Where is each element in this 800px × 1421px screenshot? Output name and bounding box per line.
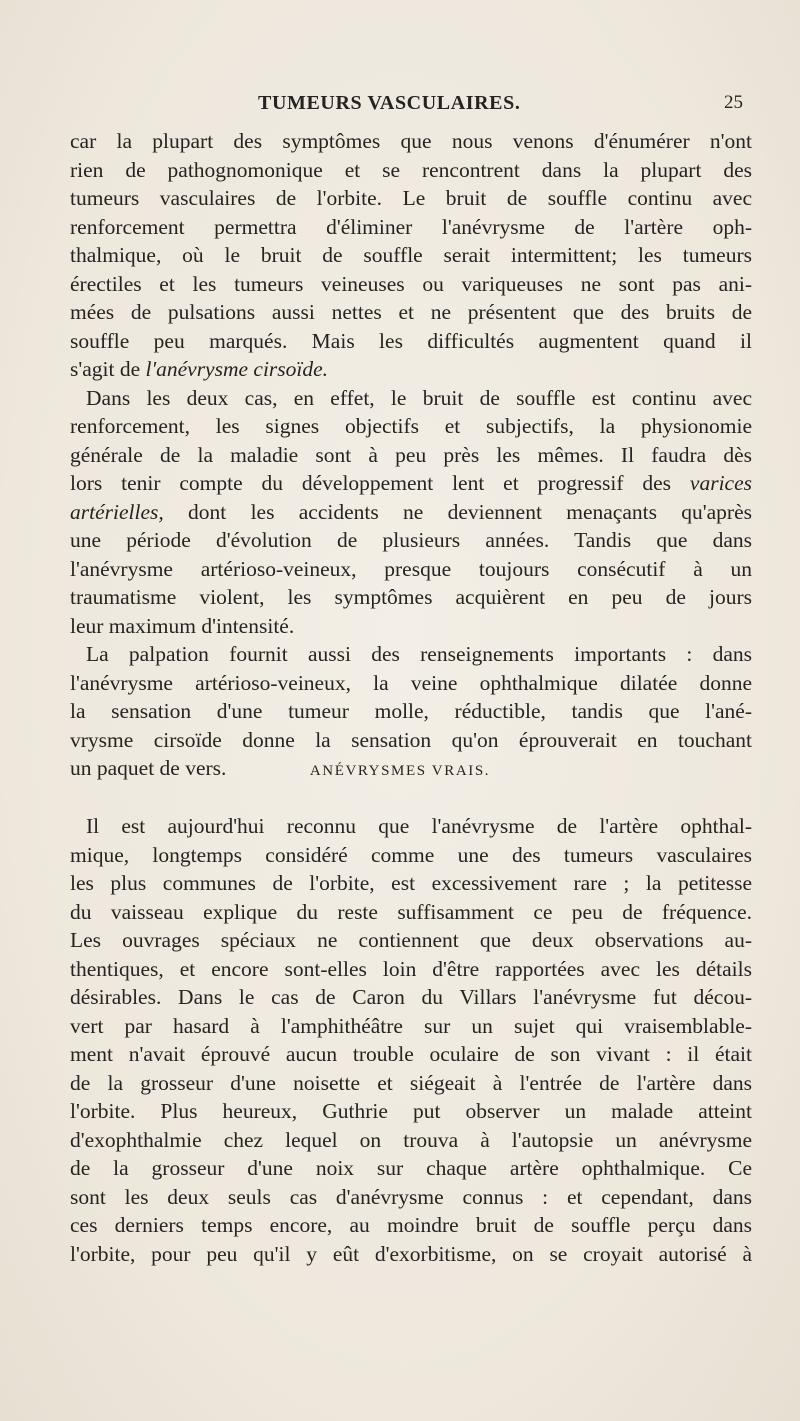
text-line: renforcement permettra d'éliminer l'anévrysme de l'artère oph- [70, 214, 752, 239]
running-title: TUMEURS VASCULAIRES. [258, 92, 521, 114]
text-line: renforcement, les signes objectifs et subjectifs, la physionomie [70, 414, 752, 438]
text-line: érectiles et les tumeurs veineuses ou variqueuses ne sont pas ani- [70, 271, 752, 296]
paragraph-start: Il est aujourd'hui reconnu que l'anévrysme de l'artère ophthal- [86, 814, 752, 838]
text-line: de la grosseur d'une noisette et siégeait à l'entrée de l'artère dans [70, 1070, 752, 1095]
text-line: l'orbite. Plus heureux, Guthrie put observer un malade atteint [70, 1099, 752, 1123]
body-text-block-1 [70, 127, 752, 783]
text-line: thalmique, où le bruit de souffle serait intermittent; les tumeurs [70, 243, 752, 267]
text-line: vert par hasard à l'amphithéâtre sur un sujet qui vraisemblable- [70, 1013, 752, 1038]
text-line: l'anévrysme artérioso-veineux, presque toujours consécutif à un [70, 556, 752, 581]
text-line: car la plupart des symptômes que nous venons d'énumérer n'ont [70, 129, 752, 153]
text-line: thentiques, et encore sont-elles loin d'être rapportées avec les détails [70, 956, 752, 981]
text-line: vrysme cirsoïde donne la sensation qu'on éprouverait en touchant [70, 727, 752, 752]
text-line: un paquet de vers. [70, 756, 227, 780]
text-line: une période d'évolution de plusieurs années. Tandis que dans [70, 528, 752, 552]
text-line: mique, longtemps considéré comme une des tumeurs vasculaires [70, 842, 752, 867]
text-line: d'exophthalmie chez lequel on trouva à l'autopsie un anévrysme [70, 1127, 752, 1152]
body-text-block-2 [70, 812, 752, 1268]
text-line: tumeurs vasculaires de l'orbite. Le bruit de souffle continu avec [70, 186, 752, 210]
text-line: traumatisme violent, les symptômes acquièrent en peu de jours [70, 585, 752, 609]
text-line: générale de la maladie sont à peu près les mêmes. Il faudra dès [70, 442, 752, 467]
text-line: sont les deux seuls cas d'anévrysme connus : et cependant, dans [70, 1184, 752, 1209]
text-line: rien de pathognomonique et se rencontrent dans la plupart des [70, 157, 752, 182]
text-line: de la grosseur d'une noix sur chaque artère ophthalmique. Ce [70, 1156, 752, 1180]
text-line: leur maximum d'intensité. [70, 613, 295, 638]
text-line: mées de pulsations aussi nettes et ne présentent que des bruits de [70, 300, 752, 324]
text-line [70, 498, 752, 527]
text-line: Les ouvrages spéciaux ne contiennent que deux observations au- [70, 928, 752, 952]
italic-term: artérielles, [70, 499, 164, 524]
text-span: s'agit de [70, 357, 146, 381]
text-line: les plus communes de l'orbite, est excessivement rare ; la petitesse [70, 871, 752, 895]
italic-term: l'anévrysme cirsoïde. [145, 357, 329, 381]
paragraph-start: Dans les deux cas, en effet, le bruit de souffle est continu avec [86, 385, 752, 410]
italic-term: varices [689, 471, 752, 495]
text-line: l'orbite, pour peu qu'il y eût d'exorbitisme, on se croyait autorisé à [70, 1241, 752, 1266]
text-line: l'anévrysme artérioso-veineux, la veine ophthalmique dilatée donne [70, 670, 752, 695]
text-line [70, 355, 752, 384]
text-line: du vaisseau explique du reste suffisamment ce peu de fréquence. [70, 899, 752, 924]
text-line: la sensation d'une tumeur molle, réductible, tandis que l'ané- [70, 699, 752, 723]
text-line: ces derniers temps encore, au moindre bruit de souffle perçu dans [70, 1213, 752, 1237]
running-head [0, 92, 800, 122]
text-line: désirables. Dans le cas de Caron du Villars l'anévrysme fut décou- [70, 985, 752, 1009]
text-line: ment n'avait éprouvé aucun trouble oculaire de son vivant : il était [70, 1042, 752, 1066]
page-number: 25 [724, 92, 743, 113]
text-line [70, 469, 752, 498]
section-heading: ANÉVRYSMES VRAIS. [309, 763, 491, 779]
paragraph-start: La palpation fournit aussi des renseignements importants : dans [86, 642, 752, 666]
text-span: dont les accidents ne deviennent menaçants qu'après [163, 499, 752, 524]
text-line: souffle peu marqués. Mais les difficultés augmentent quand il [70, 328, 752, 353]
text-span: lors tenir compte du développement lent et progressif des [70, 471, 672, 495]
